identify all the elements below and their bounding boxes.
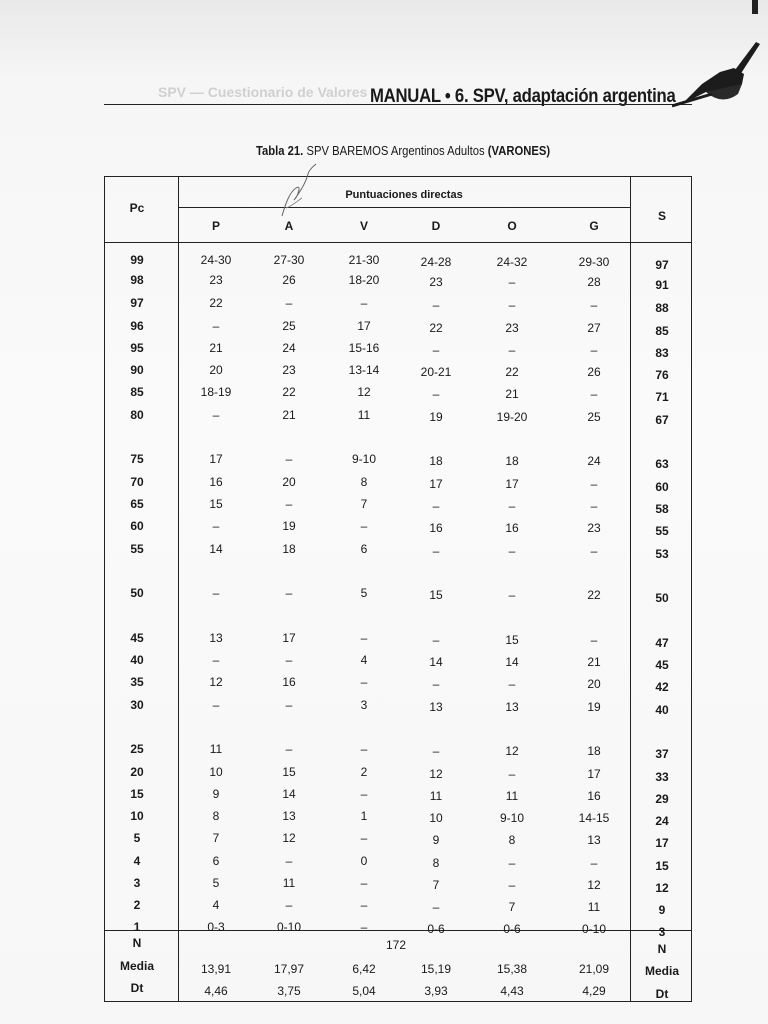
row-s: 85 <box>655 324 669 338</box>
table-cell: 7 <box>360 497 368 511</box>
table-cell: – <box>432 900 440 914</box>
table-cell: – <box>212 698 220 712</box>
table-cell: – <box>360 631 368 645</box>
table-cell: – <box>432 499 440 513</box>
table-cell: – <box>432 633 440 647</box>
row-s: 9 <box>658 903 666 917</box>
caption-text: SPV BAREMOS Argentinos Adultos <box>303 144 488 158</box>
table-cell: 19 <box>282 519 296 533</box>
table-cell: 24 <box>282 341 296 355</box>
table-cell: 17 <box>505 477 519 491</box>
row-pc: 20 <box>130 765 144 779</box>
footer-dt-value: 4,43 <box>500 984 524 998</box>
table-cell: 7 <box>508 900 516 914</box>
table-cell: 26 <box>587 365 601 379</box>
table-cell: 23 <box>282 363 296 377</box>
table-cell: 0-3 <box>207 920 225 934</box>
table-cell: – <box>285 898 293 912</box>
table-cell: – <box>508 343 516 357</box>
table-cell: 15-16 <box>348 341 380 355</box>
table-cell: 25 <box>587 410 601 424</box>
table-cell: 4 <box>360 653 368 667</box>
table-cell: 18 <box>429 454 443 468</box>
table-cell: 12 <box>282 831 296 845</box>
table-cell: 13 <box>209 631 223 645</box>
table-cell: 22 <box>282 385 296 399</box>
row-s: 47 <box>655 636 669 650</box>
row-s: 50 <box>655 591 669 605</box>
table-cell: 11 <box>282 876 296 890</box>
footer-media-value: 17,97 <box>273 962 305 976</box>
row-pc: 10 <box>130 809 144 823</box>
table-cell: 24-30 <box>200 253 232 267</box>
row-s: 12 <box>655 881 669 895</box>
column-header: O <box>507 219 517 233</box>
table-cell: 19 <box>587 700 601 714</box>
table-cell: – <box>212 586 220 600</box>
table-cell: – <box>590 633 598 647</box>
table-cell: 20 <box>209 363 223 377</box>
table-cell: – <box>432 544 440 558</box>
row-s: 45 <box>655 658 669 672</box>
table-cell: – <box>212 653 220 667</box>
footer-media-value: 21,09 <box>578 962 610 976</box>
table-cell: 10 <box>209 765 223 779</box>
table-cell: 22 <box>587 588 601 602</box>
table-cell: 28 <box>587 275 601 289</box>
table-cell: 22 <box>209 296 223 310</box>
table-cell: – <box>432 343 440 357</box>
table-cell: 0-6 <box>427 922 445 936</box>
table-cell: 11 <box>505 789 519 803</box>
table-cell: – <box>508 856 516 870</box>
row-s: 37 <box>655 747 669 761</box>
row-pc: 50 <box>130 586 144 600</box>
table-cell: – <box>508 275 516 289</box>
table-cell: 13 <box>429 700 443 714</box>
row-pc: 5 <box>133 831 141 845</box>
row-pc: 95 <box>130 341 144 355</box>
caption-label: Tabla 21. <box>256 144 304 158</box>
table-cell: 1 <box>360 809 368 823</box>
row-pc: 2 <box>133 898 141 912</box>
table-cell: 12 <box>209 675 223 689</box>
table-cell: – <box>360 876 368 890</box>
row-s: 53 <box>655 547 669 561</box>
table-cell: 18 <box>587 744 601 758</box>
table-cell: 23 <box>505 321 519 335</box>
table-cell: 19 <box>429 410 443 424</box>
footer-n-label: N <box>132 936 142 950</box>
table-cell: 20 <box>282 475 296 489</box>
table-cell: 3 <box>360 698 368 712</box>
table-cell: 9 <box>212 787 220 801</box>
table-cell: 12 <box>357 385 371 399</box>
table-cell: – <box>590 298 598 312</box>
row-pc: 99 <box>130 253 144 267</box>
row-s: 15 <box>655 859 669 873</box>
table-cell: 0-10 <box>276 920 302 934</box>
row-pc: 25 <box>130 742 144 756</box>
table-cell: 23 <box>587 521 601 535</box>
row-s: 40 <box>655 703 669 717</box>
footer-dt-value: 5,04 <box>352 984 376 998</box>
row-s: 29 <box>655 792 669 806</box>
header-ghost-text: SPV — Cuestionario de Valores <box>158 84 368 100</box>
table-cell: 17 <box>357 319 371 333</box>
table-cell: 5 <box>212 876 220 890</box>
table-cell: 23 <box>429 275 443 289</box>
row-pc: 65 <box>130 497 144 511</box>
footer-dt-value: 3,75 <box>277 984 301 998</box>
table-cell: 12 <box>505 744 519 758</box>
table-cell: 11 <box>209 742 223 756</box>
row-pc: 97 <box>130 296 144 310</box>
table-cell: – <box>432 298 440 312</box>
table-cell: 18 <box>282 542 296 556</box>
footer-n-value: 172 <box>385 938 407 952</box>
row-s: 42 <box>655 680 669 694</box>
handwritten-signature <box>276 162 322 220</box>
table-cell: 18-19 <box>200 385 232 399</box>
table-cell: – <box>285 698 293 712</box>
footer-media-label: Media <box>119 959 155 973</box>
footer-media-label-right: Media <box>644 964 680 978</box>
column-header: G <box>589 219 599 233</box>
table-cell: 21 <box>505 387 519 401</box>
table-cell: 12 <box>429 767 443 781</box>
table-cell: 8 <box>212 809 220 823</box>
row-pc: 75 <box>130 452 144 466</box>
row-pc: 30 <box>130 698 144 712</box>
table-cell: 0 <box>360 854 368 868</box>
table-cell: 5 <box>360 586 368 600</box>
table-cell: 17 <box>429 477 443 491</box>
table-cell: 16 <box>282 675 296 689</box>
writing-hand-icon <box>672 34 768 116</box>
footer-dt-label: Dt <box>130 981 144 995</box>
table-cell: – <box>360 787 368 801</box>
row-pc: 80 <box>130 408 144 422</box>
table-cell: 29-30 <box>578 255 610 269</box>
table-cell: – <box>285 854 293 868</box>
table-cell: 24 <box>587 454 601 468</box>
table-cell: 21 <box>209 341 223 355</box>
table-cell: – <box>590 544 598 558</box>
table-cell: – <box>212 408 220 422</box>
caption-bold: (VARONES) <box>487 144 551 158</box>
row-pc: 15 <box>130 787 144 801</box>
table-cell: – <box>285 497 293 511</box>
row-pc: 90 <box>130 363 144 377</box>
table-cell: – <box>360 898 368 912</box>
row-s: 71 <box>655 390 669 404</box>
footer-n-label-right: N <box>657 942 667 956</box>
table-cell: 14 <box>282 787 296 801</box>
table-cell: 16 <box>209 475 223 489</box>
table-cell: – <box>590 343 598 357</box>
table-cell: – <box>212 319 220 333</box>
table-cell: – <box>590 387 598 401</box>
row-pc: 1 <box>133 920 141 934</box>
table-cell: – <box>285 452 293 466</box>
footer-media-value: 15,19 <box>420 962 452 976</box>
row-s: 3 <box>658 925 666 939</box>
row-pc: 3 <box>133 876 141 890</box>
table-cell: – <box>285 586 293 600</box>
table-cell: 12 <box>587 878 601 892</box>
table-cell: 16 <box>429 521 443 535</box>
table-cell: – <box>285 296 293 310</box>
table-cell: 16 <box>505 521 519 535</box>
footer-media-value: 6,42 <box>352 962 376 976</box>
table-cell: 10 <box>429 811 443 825</box>
table-divider <box>178 176 179 1002</box>
row-s: 24 <box>655 814 669 828</box>
table-cell: 21-30 <box>348 253 380 267</box>
table-frame <box>104 176 692 1002</box>
table-cell: – <box>432 387 440 401</box>
table-cell: – <box>508 677 516 691</box>
table-cell: – <box>508 767 516 781</box>
table-cell: 24-28 <box>420 255 452 269</box>
footer-media-value: 15,38 <box>496 962 528 976</box>
table-cell: 14 <box>505 655 519 669</box>
row-pc: 4 <box>133 854 141 868</box>
table-cell: – <box>360 920 368 934</box>
table-cell: 11 <box>357 408 371 422</box>
column-header: A <box>284 219 294 233</box>
table-cell: 2 <box>360 765 368 779</box>
row-pc: 40 <box>130 653 144 667</box>
table-cell: – <box>360 675 368 689</box>
table-cell: 26 <box>282 273 296 287</box>
footer-media-value: 13,91 <box>200 962 232 976</box>
table-cell: 8 <box>432 856 440 870</box>
table-cell: 27 <box>587 321 601 335</box>
footer-dt-value: 3,93 <box>424 984 448 998</box>
row-s: 58 <box>655 502 669 516</box>
table-cell: 15 <box>282 765 296 779</box>
table-cell: – <box>360 519 368 533</box>
table-cell: 18 <box>505 454 519 468</box>
table-cell: 19-20 <box>496 410 528 424</box>
table-cell: 22 <box>505 365 519 379</box>
table-cell: – <box>285 742 293 756</box>
table-cell: 20-21 <box>420 365 452 379</box>
table-cell: 11 <box>587 900 601 914</box>
table-cell: 13 <box>282 809 296 823</box>
table-cell: 17 <box>587 767 601 781</box>
footer-dt-label-right: Dt <box>655 987 669 1001</box>
table-divider <box>178 207 630 208</box>
table-cell: 9 <box>432 833 440 847</box>
row-s: 97 <box>655 258 669 272</box>
row-s: 83 <box>655 346 669 360</box>
table-cell: 14-15 <box>578 811 610 825</box>
row-pc: 96 <box>130 319 144 333</box>
table-divider <box>104 242 692 243</box>
row-s: 63 <box>655 457 669 471</box>
table-cell: 24-32 <box>496 255 528 269</box>
table-cell: – <box>285 653 293 667</box>
row-s: 55 <box>655 524 669 538</box>
table-cell: – <box>508 499 516 513</box>
table-cell: 15 <box>429 588 443 602</box>
table-cell: – <box>432 677 440 691</box>
row-pc: 85 <box>130 385 144 399</box>
table-cell: 23 <box>209 273 223 287</box>
column-header: V <box>359 219 369 233</box>
table-cell: – <box>508 544 516 558</box>
row-s: 60 <box>655 480 669 494</box>
table-cell: 9-10 <box>499 811 525 825</box>
corner-mark <box>752 0 758 14</box>
table-cell: 13 <box>505 700 519 714</box>
table-cell: 16 <box>587 789 601 803</box>
table-cell: – <box>360 296 368 310</box>
footer-dt-value: 4,29 <box>582 984 606 998</box>
table-cell: – <box>508 878 516 892</box>
table-cell: – <box>432 744 440 758</box>
table-cell: 7 <box>432 878 440 892</box>
table-cell: 20 <box>587 677 601 691</box>
table-cell: 11 <box>429 789 443 803</box>
table-cell: 13-14 <box>348 363 380 377</box>
table-cell: – <box>360 831 368 845</box>
table-cell: 4 <box>212 898 220 912</box>
footer-dt-value: 4,46 <box>204 984 228 998</box>
table-cell: 0-6 <box>503 922 521 936</box>
row-pc: 55 <box>130 542 144 556</box>
column-header: P <box>211 219 221 233</box>
table-cell: 0-10 <box>581 922 607 936</box>
table-divider <box>630 176 631 1002</box>
row-s: 67 <box>655 413 669 427</box>
table-cell: 21 <box>587 655 601 669</box>
header-rule <box>104 104 692 105</box>
page-header-title: MANUAL • 6. SPV, adaptación argentina <box>370 86 676 107</box>
table-cell: 13 <box>587 833 601 847</box>
row-pc: 70 <box>130 475 144 489</box>
table-cell: 14 <box>209 542 223 556</box>
table-cell: 14 <box>429 655 443 669</box>
table-cell: 27-30 <box>273 253 305 267</box>
row-pc: 98 <box>130 273 144 287</box>
table-cell: 8 <box>360 475 368 489</box>
table-cell: 6 <box>360 542 368 556</box>
table-cell: 7 <box>212 831 220 845</box>
row-s: 76 <box>655 368 669 382</box>
row-s: 17 <box>655 836 669 850</box>
table-cell: 9-10 <box>351 452 377 466</box>
table-cell: 6 <box>212 854 220 868</box>
row-pc: 35 <box>130 675 144 689</box>
table-cell: – <box>508 588 516 602</box>
table-cell: 17 <box>282 631 296 645</box>
table-cell: 15 <box>505 633 519 647</box>
table-cell: – <box>590 856 598 870</box>
table-cell: – <box>508 298 516 312</box>
table-cell: 17 <box>209 452 223 466</box>
pc-header: Pc <box>129 201 145 215</box>
column-header: D <box>431 219 441 233</box>
row-pc: 60 <box>130 519 144 533</box>
table-cell: 18-20 <box>348 273 380 287</box>
row-pc: 45 <box>130 631 144 645</box>
row-s: 88 <box>655 301 669 315</box>
table-cell: – <box>590 477 598 491</box>
table-cell: 15 <box>209 497 223 511</box>
table-cell: 25 <box>282 319 296 333</box>
s-header: S <box>657 209 667 223</box>
table-cell: – <box>590 499 598 513</box>
table-cell: 22 <box>429 321 443 335</box>
table-cell: – <box>212 519 220 533</box>
table-cell: 21 <box>282 408 296 422</box>
row-s: 33 <box>655 770 669 784</box>
table-cell: – <box>360 742 368 756</box>
table-cell: 8 <box>508 833 516 847</box>
row-s: 91 <box>655 278 669 292</box>
table-caption <box>256 144 550 158</box>
group-header: Puntuaciones directas <box>345 189 463 201</box>
